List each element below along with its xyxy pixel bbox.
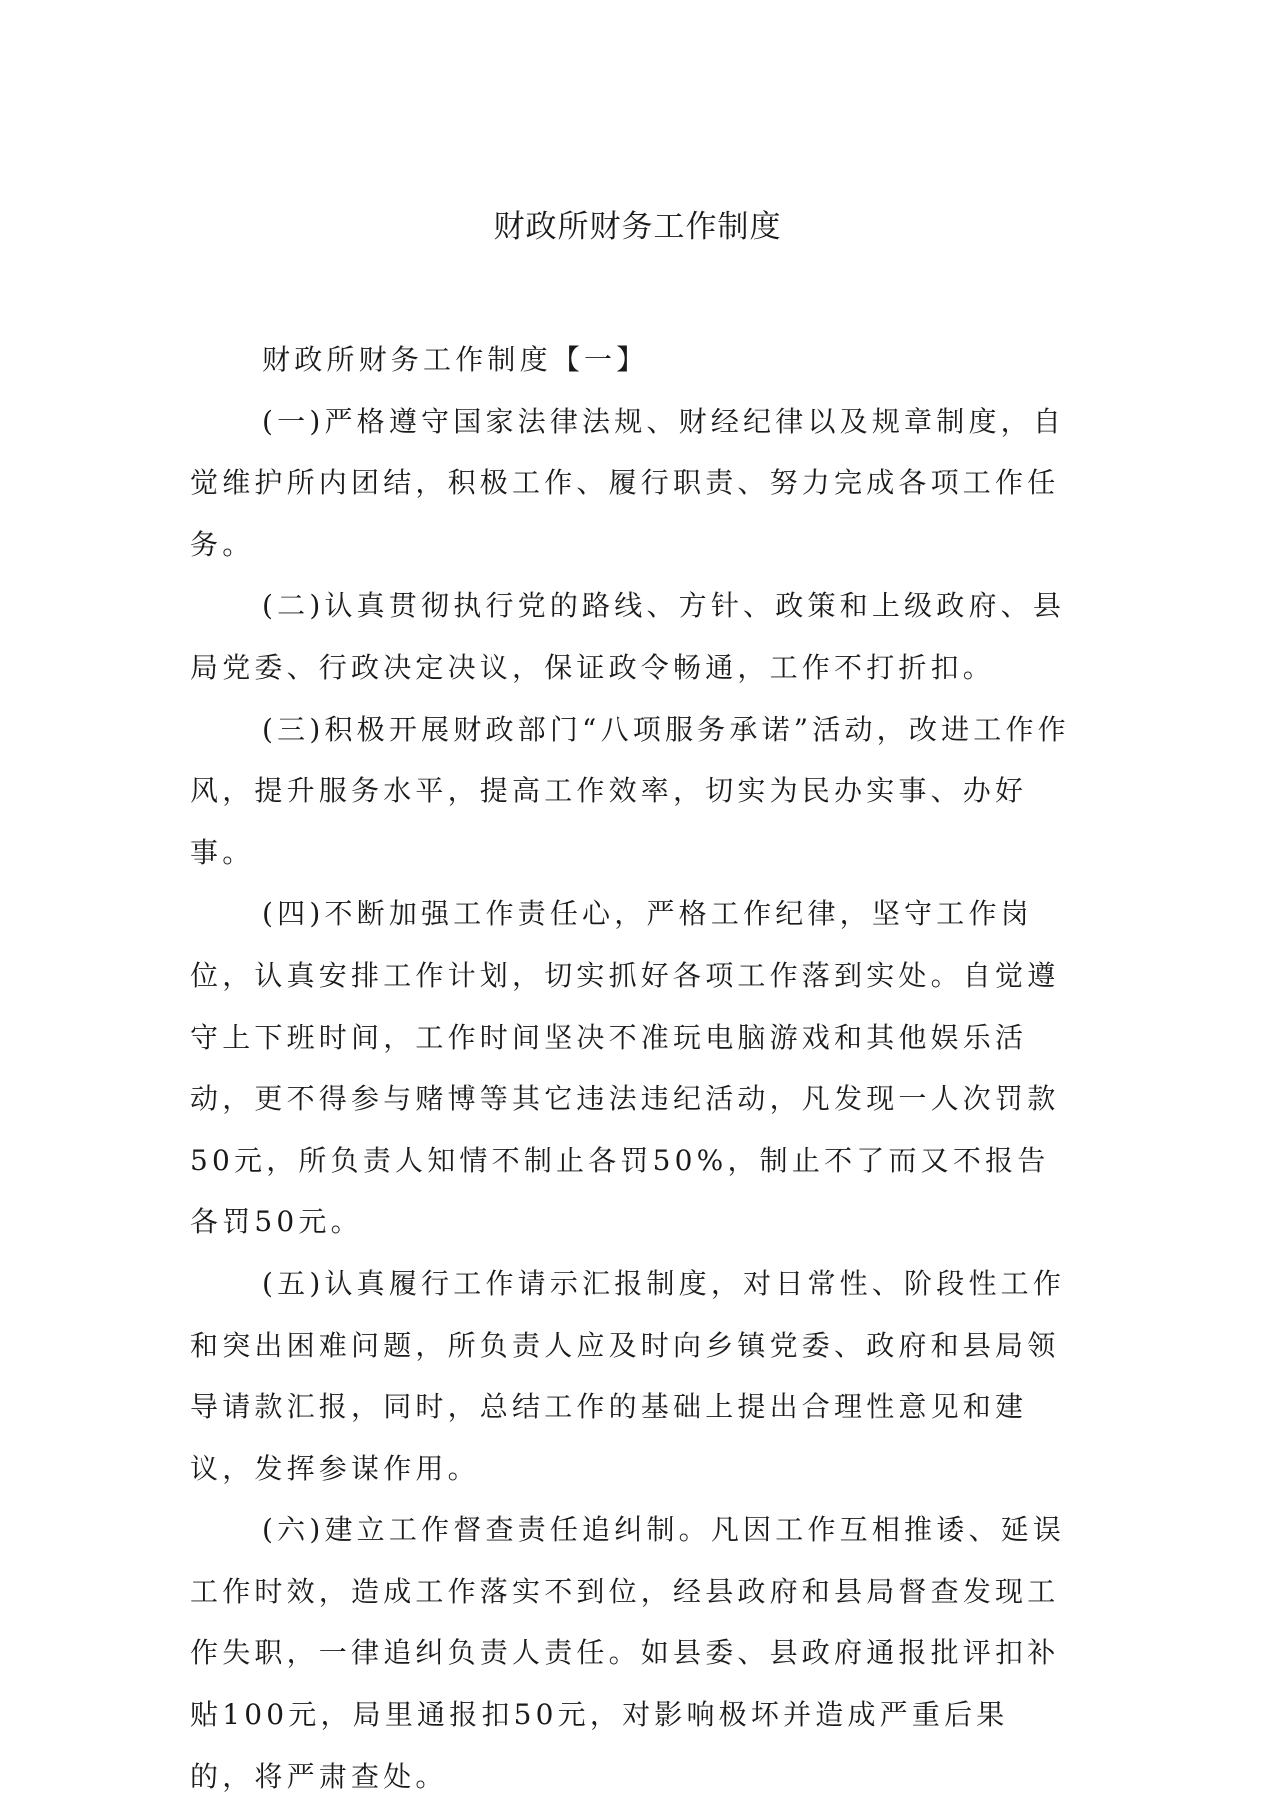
paragraph-4: (四)不断加强工作责任心，严格工作纪律，坚守工作岗位，认真安排工作计划，切实抓好各项工作落到实处。自觉遵守上下班时间，工作时间坚决不准玩电脑游戏和其他娱乐活动，更不得参与赌博等其它违法违纪活动，凡发现一人次罚款50元，所负责人知情不制止各罚50%，制止不了而又不报告各罚50元。 (190, 897, 1060, 1239)
paragraph-6: (六)建立工作督查责任追纠制。凡因工作互相推诿、延误工作时效，造成工作落实不到位，经县政府和县局督查发现工作失职，一律追纠负责人责任。如县委、县政府通报批评扣补贴100元，局里通报扣50元，对影响极坏并造成严重后果的，将严肃查处。 (190, 1513, 1066, 1793)
paragraph-5: (五)认真履行工作请示汇报制度，对日常性、阶段性工作和突出困难问题，所负责人应及时向乡镇党委、政府和县局领导请款汇报，同时，总结工作的基础上提出合理性意见和建议，发挥参谋作用。 (190, 1266, 1066, 1485)
document-title: 财政所财务工作制度 (493, 209, 782, 245)
document-body (190, 329, 1070, 1807)
section-heading: 财政所财务工作制度【一】 (262, 343, 649, 376)
paragraph-2: (二)认真贯彻执行党的路线、方针、政策和上级政府、县局党委、行政决定决议，保证政令畅通，工作不打折扣。 (190, 589, 1066, 684)
paragraph-3: (三)积极开展财政部门“八项服务承诺”活动，改进工作作风，提升服务水平，提高工作效率，切实为民办实事、办好事。 (190, 712, 1070, 869)
paragraph-1: (一)严格遵守国家法律法规、财经纪律以及规章制度，自觉维护所内团结，积极工作、履行职责、努力完成各项工作任务。 (190, 404, 1066, 561)
